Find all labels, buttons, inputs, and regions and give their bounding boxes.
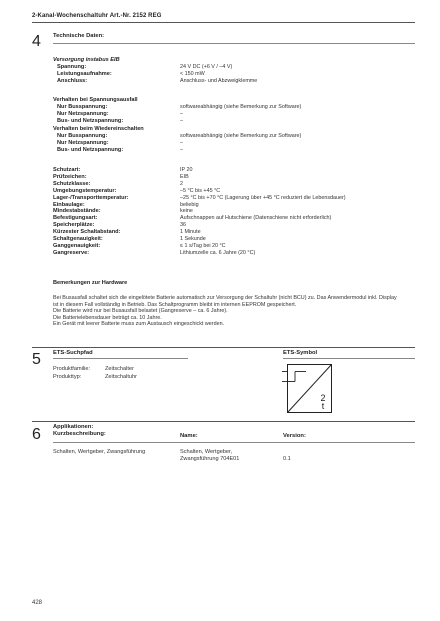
group-restart-heading: Verhalten beim Wiedereinschalten (53, 126, 144, 132)
remarks-line: Bei Busausfall schaltet sich die eingelötete Batterie automatisch zur Versorgung der Schaltuhr (nicht BCU) zu. Das Anwendermodul inkl. Display (53, 295, 397, 301)
spec-label: Nur Busspannung: (57, 133, 108, 139)
section-5-number: 5 (32, 351, 41, 368)
spec-value: – (180, 111, 183, 117)
section-6-top-rule (32, 421, 415, 422)
spec-value: 2 (180, 180, 183, 187)
remarks-line: Ein Gerät mit leerer Batterie muss zum Austausch eingeschickt werden. (53, 321, 225, 327)
group-power-failure-heading: Verhalten bei Spannungsausfall (53, 97, 138, 103)
section-4-number: 4 (32, 33, 41, 50)
spec-label: Nur Netzspannung: (57, 111, 109, 117)
spec-value: – (180, 118, 183, 124)
spec-label: Lager-/Transporttemperatur: (53, 194, 129, 201)
section-4-rule (53, 43, 415, 44)
ets-symbol-title: ETS-Symbol (283, 350, 318, 356)
spec-label: Nur Busspannung: (57, 104, 108, 110)
app-description: Schalten, Wertgeber, Zwangsführung (53, 449, 146, 455)
section-5-title: ETS-Suchpfad (53, 350, 93, 356)
section-5-rule (53, 358, 188, 359)
ets-symbol-rule (283, 358, 415, 359)
remarks-heading: Bemerkungen zur Hardware (53, 280, 128, 286)
app-name-line2: Zwangsführung 704E01 (180, 456, 240, 462)
spec-value: softwareabhängig (siehe Bemerkung zur Software) (180, 133, 302, 139)
app-col-version: Version: (283, 433, 306, 439)
spec-label: Schaltgenauigkeit: (53, 236, 103, 242)
spec-value: 1 Sekunde (180, 236, 206, 242)
spec-label: Prüfzeichen: (53, 173, 87, 180)
spec-value: 36 (180, 222, 186, 229)
spec-label: Befestigungsart: (53, 215, 98, 222)
spec-value: ≤ 1 s/Tag bei 20 °C (180, 242, 226, 249)
spec-label: Speicherplätze: (53, 222, 95, 229)
section-6-subtitle: Kurzbeschreibung: (53, 431, 106, 437)
spec-value: 1 Minute (180, 229, 201, 236)
spec-label: Umgebungstemperatur: (53, 187, 117, 194)
app-version: 0.1 (283, 456, 291, 462)
page-number: 428 (32, 600, 43, 606)
spec-value: beliebig (180, 201, 199, 208)
ets-path-label: Produktfamilie: (53, 366, 90, 372)
spec-label: Bus- und Netzspannung: (57, 147, 124, 153)
spec-value: EIB (180, 173, 189, 180)
spec-label: Einbaulage: (53, 201, 85, 208)
spec-value: Anschluss- und Abzweigklemme (180, 78, 258, 84)
spec-label: Leistungsaufnahme: (57, 71, 112, 77)
spec-label: Bus- und Netzspannung: (57, 118, 124, 124)
spec-label: Nur Netzspannung: (57, 140, 109, 146)
section-6-rule (53, 442, 415, 443)
document-header-title: 2-Kanal-Wochenschaltuhr Art.-Nr. 2152 REG (32, 13, 162, 19)
ets-path-value: Zeitschaltuhr (105, 374, 138, 380)
spec-value: < 150 mW (180, 71, 205, 77)
spec-value: –5 °C bis +45 °C (180, 187, 221, 194)
spec-value: Aufschnappen auf Hutschiene (Datenschiene nicht erforderlich) (180, 215, 332, 222)
spec-value: –25 °C bis +70 °C (Lagerung über +45 °C reduziert die Lebensdauer) (180, 194, 346, 201)
section-5-top-rule (32, 347, 415, 348)
spec-label: Ganggenauigkeit: (53, 242, 101, 249)
spec-label: Mindestabstände: (53, 208, 101, 215)
remarks-line: Die Batterie wird nur bei Busausfall belastet (Gangreserve – ca. 6 Jahre). (53, 308, 228, 314)
spec-label: Spannung: (57, 64, 87, 70)
spec-label: Schutzklasse: (53, 180, 91, 187)
spec-value: softwareabhängig (siehe Bemerkung zur Software) (180, 104, 302, 110)
spec-value: 24 V DC (+6 V / –4 V) (180, 64, 233, 70)
spec-label: Gangreserve: (53, 249, 90, 256)
app-name-line1: Schalten, Wertgeber, (180, 449, 233, 455)
ets-symbol-text-2: 2 (320, 393, 326, 403)
spec-label: Anschluss: (57, 78, 88, 84)
remarks-line: Die Batterielebensdauer beträgt ca. 10 Jahre. (53, 314, 162, 321)
remarks-line: ist in diesem Fall vollständig in Betrieb. Das Schaltprogramm bleibt im internen EEPROM gespeichert. (53, 301, 297, 308)
group-supply-heading: Versorgung instabus EIB (53, 57, 120, 63)
spec-value: IP 20 (180, 167, 193, 173)
app-col-name: Name: (180, 433, 198, 439)
spec-value: – (180, 147, 183, 153)
spec-value: Lithiumzelle ca. 6 Jahre (20 °C) (180, 249, 256, 256)
ets-path-label: Produkttyp: (53, 374, 82, 380)
spec-label: Kürzester Schaltabstand: (53, 229, 121, 236)
section-6-number: 6 (32, 426, 41, 443)
ets-path-value: Zeitschalter (105, 366, 134, 372)
header-rule (32, 22, 415, 23)
section-6-title: Applikationen: (53, 424, 94, 430)
spec-value: keine (180, 208, 193, 215)
spec-value: – (180, 140, 183, 146)
ets-timer-symbol-icon (282, 361, 348, 417)
ets-symbol-text-t: t (321, 401, 325, 411)
section-4-title: Technische Daten: (53, 33, 105, 39)
spec-label: Schutzart: (53, 167, 81, 173)
